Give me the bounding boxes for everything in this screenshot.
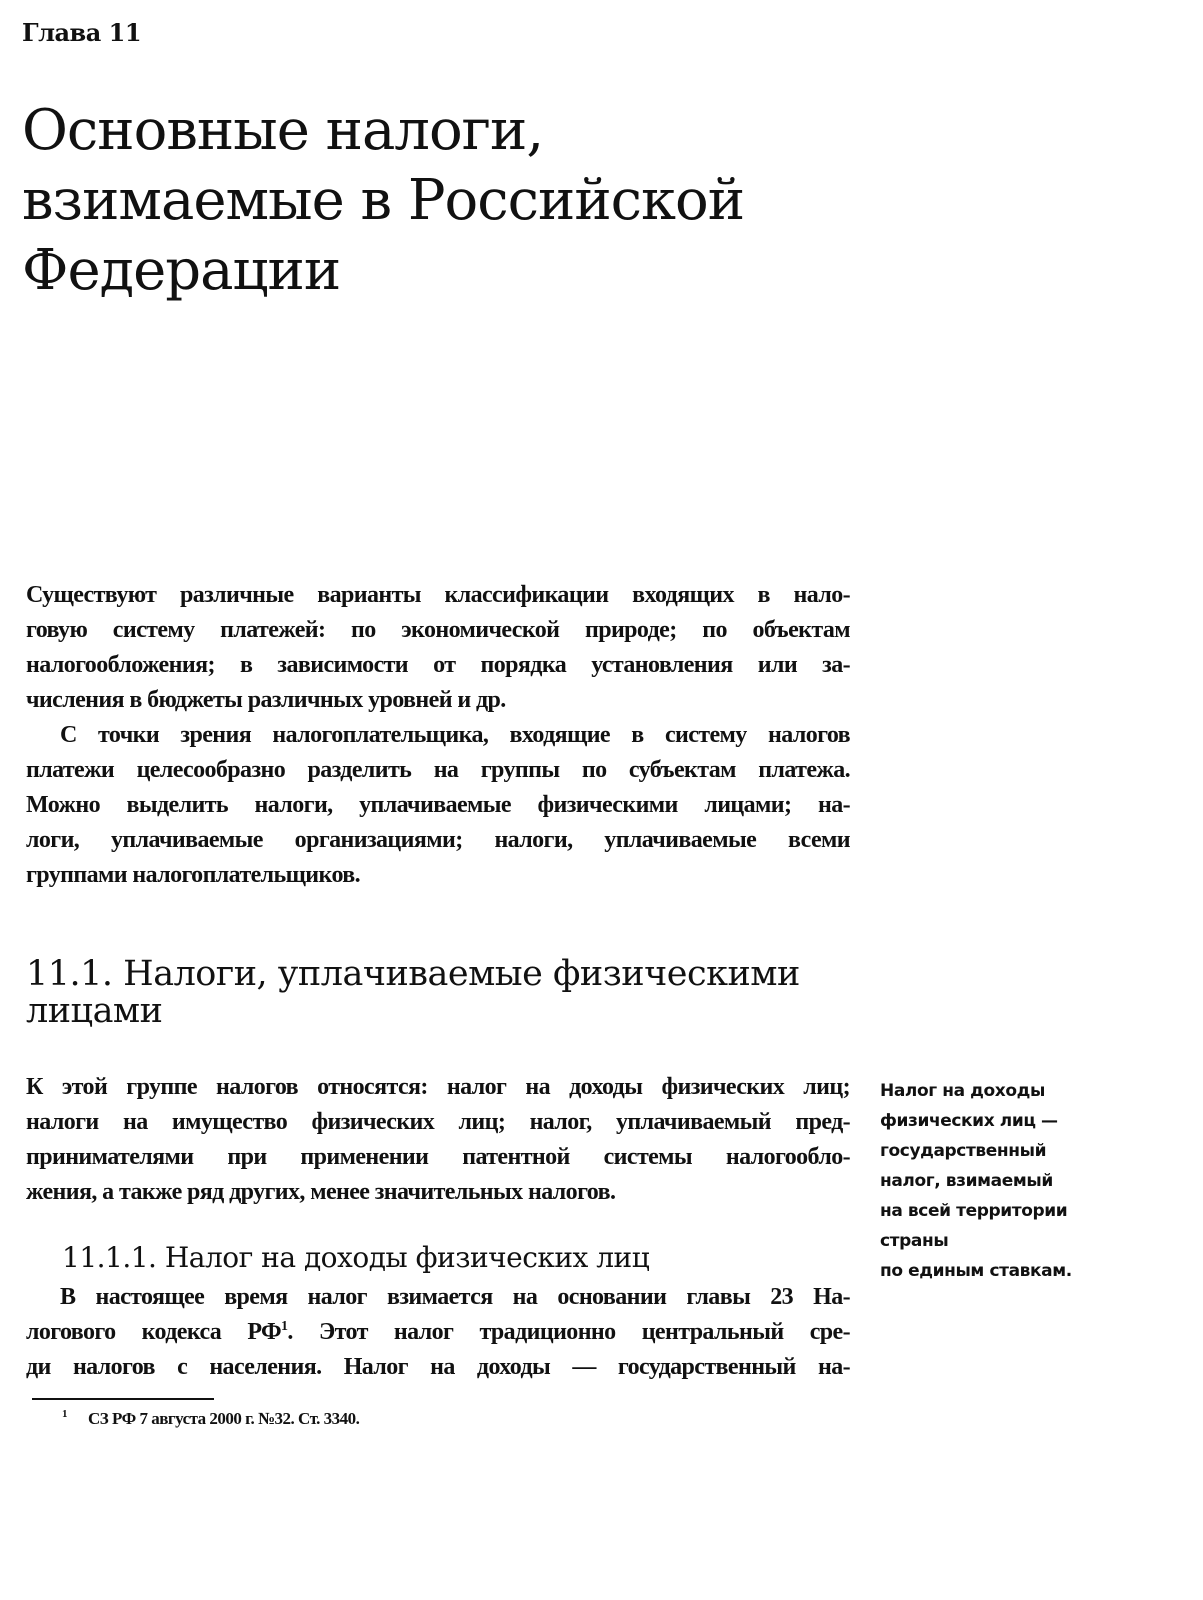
intro-text	[26, 578, 850, 893]
chapter-label: Глава 11	[22, 18, 142, 47]
intro-paragraph-2-line: группами налогоплательщиков.	[26, 862, 361, 888]
subsection-paragraph-line	[26, 1315, 850, 1350]
margin-note-line: на всей территории	[880, 1201, 1068, 1221]
subsection-line-text: логового кодекса РФ	[26, 1319, 281, 1345]
chapter-title	[22, 96, 922, 306]
section-heading	[26, 956, 866, 1030]
section-heading-line: лицами	[26, 991, 163, 1031]
footnote-reference: 1	[281, 1319, 288, 1334]
footnote-text: СЗ РФ 7 августа 2000 г. №32. Ст. 3340.	[88, 1409, 360, 1428]
section-paragraph-line: К этой группе налогов относятся: налог на доходы физических лиц;	[26, 1074, 850, 1100]
margin-note	[880, 1076, 1180, 1286]
chapter-title-line: Основные налоги,	[22, 98, 544, 163]
margin-note-line: Налог на доходы	[880, 1081, 1045, 1101]
subsection-paragraph	[26, 1280, 850, 1385]
chapter-title-line: Федерации	[22, 238, 341, 303]
chapter-title-line: взимаемые в Российской	[22, 168, 745, 233]
margin-note-line: по единым ставкам.	[880, 1261, 1072, 1281]
intro-paragraph-1-line: числения в бюджеты различных уровней и др.	[26, 687, 506, 713]
intro-paragraph-1-line: налогообложения; в зависимости от порядка установления или за-	[26, 652, 850, 678]
subsection-paragraph-line: ди налогов с населения. Налог на доходы — государственный на-	[26, 1354, 850, 1380]
intro-paragraph-2-line: С точки зрения налогоплательщика, входящие в систему налогов	[60, 722, 850, 748]
intro-paragraph-1-line: Существуют различные варианты классификации входящих в нало-	[26, 582, 850, 608]
subsection-line-text: . Этот налог традиционно центральный сре-	[287, 1319, 850, 1345]
margin-note-line: физических лиц —	[880, 1111, 1058, 1131]
margin-note-line: государственный	[880, 1141, 1047, 1161]
intro-paragraph-1-line: говую систему платежей: по экономической природе; по объектам	[26, 617, 850, 643]
section-paragraph-line: принимателями при применении патентной системы налогообло-	[26, 1144, 850, 1170]
section-paragraph-line: налоги на имущество физических лиц; налог, уплачиваемый пред-	[26, 1109, 850, 1135]
margin-note-line: страны	[880, 1231, 949, 1251]
intro-paragraph-2-line: Можно выделить налоги, уплачиваемые физическими лицами; на-	[26, 792, 850, 818]
section-paragraph-line: жения, а также ряд других, менее значительных налогов.	[26, 1179, 616, 1205]
subsection-heading: 11.1.1. Налог на доходы физических лиц	[62, 1241, 650, 1274]
intro-paragraph-2-line: логи, уплачиваемые организациями; налоги, уплачиваемые всеми	[26, 827, 850, 853]
section-paragraph	[26, 1070, 850, 1210]
footnote: 1 СЗ РФ 7 августа 2000 г. №32. Ст. 3340.	[62, 1408, 360, 1428]
footnote-divider	[32, 1398, 214, 1400]
intro-paragraph-2-line: платежи целесообразно разделить на группы по субъектам платежа.	[26, 757, 850, 783]
subsection-paragraph-line: В настоящее время налог взимается на основании главы 23 На-	[60, 1284, 850, 1310]
margin-note-line: налог, взимаемый	[880, 1171, 1053, 1191]
section-heading-line: 11.1. Налоги, уплачиваемые физическими	[26, 954, 800, 994]
